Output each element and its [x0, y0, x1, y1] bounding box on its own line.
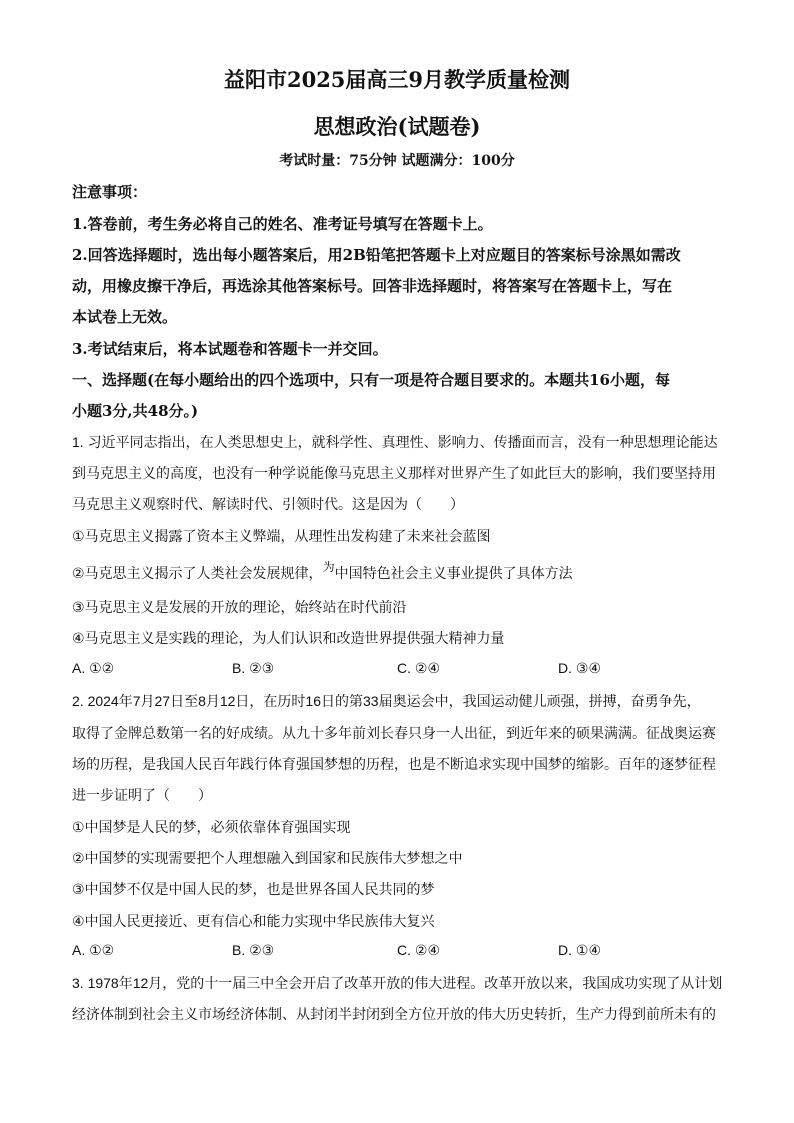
notice-item-1: 1.答卷前，考生务必将自己的姓名、准考证号填写在答题卡上。: [72, 215, 493, 233]
q2-statement-4: ④中国人民更接近、更有信心和能力实现中华民族伟大复兴: [72, 913, 435, 929]
q2-option-b: B. ②③: [232, 942, 275, 958]
exam-title: 益阳市2025届高三9月教学质量检测: [223, 67, 571, 92]
q1-statement-2-part-b: 为: [322, 560, 335, 574]
q2-statement-3: ③中国梦不仅是中国人民的梦，也是世界各国人民共同的梦: [72, 881, 435, 897]
q2-option-d: D. ①④: [558, 942, 601, 958]
section-heading-line-2: 小题3分,共48分。): [72, 402, 199, 420]
q1-statement-1: ①马克思主义揭露了资本主义弊端，从理性出发构建了未来社会蓝图: [72, 528, 491, 544]
notice-item-2-line-1: 2.回答选择题时，选出每小题答案后，用2B铅笔把答题卡上对应题目的答案标号涂黑如需改: [72, 246, 681, 264]
q2-option-c: C. ②④: [397, 942, 440, 958]
notice-item-2-line-3: 本试卷上无效。: [72, 308, 178, 326]
q2-statement-2: ②中国梦的实现需要把个人理想融入到国家和民族伟大梦想之中: [72, 850, 463, 866]
q1-option-c: C. ②④: [397, 660, 440, 676]
q1-stem-line-3: 马克思主义观察时代、解读时代、引领时代。这是因为（ ）: [72, 496, 464, 512]
q1-stem-line-1: 1. 习近平同志指出，在人类思想史上，就科学性、真理性、影响力、传播面而言，没有一种思想理论能达: [72, 434, 718, 450]
notice-item-2-line-2: 动，用橡皮擦干净后，再选涂其他答案标号。回答非选择题时，将答案写在答题卡上，写在: [72, 277, 673, 295]
q1-statement-4: ④马克思主义是实践的理论，为人们认识和改造世界提供强大精神力量: [72, 630, 505, 646]
q2-stem-line-4: 进一步证明了（ ）: [72, 787, 212, 803]
exam-meta: 考试时量：75分钟 试题满分：100分: [279, 153, 515, 169]
q2-stem-line-1: 2. 2024年7月27日至8月12日，在历时16日的第33届奥运会中，我国运动健儿顽强，拼搏，奋勇争先，: [72, 693, 701, 709]
q3-stem-line-1: 3. 1978年12月，党的十一届三中全会开启了改革开放的伟大进程。改革开放以来，我国成功实现了从计划: [72, 975, 723, 991]
q1-stem-line-2: 到马克思主义的高度，也没有一种学说能像马克思主义那样对世界产生了如此巨大的影响，我们要坚持用: [72, 465, 716, 481]
q1-option-d: D. ③④: [558, 660, 601, 676]
q1-statement-2-part-a: ②马克思主义揭示了人类社会发展规律，: [72, 565, 323, 581]
q3-stem-line-2: 经济体制到社会主义市场经济体制、从封闭半封闭到全方位开放的伟大历史转折，生产力得到前所未有的: [72, 1006, 716, 1022]
q1-statement-3: ③马克思主义是发展的开放的理论，始终站在时代前沿: [72, 599, 407, 615]
q2-stem-line-3: 场的历程，是我国人民百年践行体育强国梦想的历程，也是不断追求实现中国梦的缩影。百年的逐梦征程: [72, 756, 716, 772]
q1-option-a: A. ①②: [72, 660, 115, 676]
q2-option-a: A. ①②: [72, 942, 115, 958]
q2-stem-line-2: 取得了金牌总数第一名的好成绩。从九十多年前刘长春只身一人出征，到近年来的硕果满满。征战奥运赛: [72, 725, 716, 741]
q2-statement-1: ①中国梦是人民的梦，必须依靠体育强国实现: [72, 819, 351, 835]
q1-statement-2: [72, 560, 573, 583]
section-heading-line-1: 一、选择题(在每小题给出的四个选项中，只有一项是符合题目要求的。本题共16小题，每: [72, 371, 670, 389]
notice-heading: 注意事项：: [72, 183, 148, 201]
exam-subtitle: 思想政治(试题卷): [313, 114, 481, 139]
q1-option-b: B. ②③: [232, 660, 275, 676]
q1-statement-2-part-c: 中国特色社会主义事业提供了具体方法: [334, 565, 573, 581]
notice-item-3: 3.考试结束后，将本试题卷和答题卡一并交回。: [72, 340, 388, 358]
